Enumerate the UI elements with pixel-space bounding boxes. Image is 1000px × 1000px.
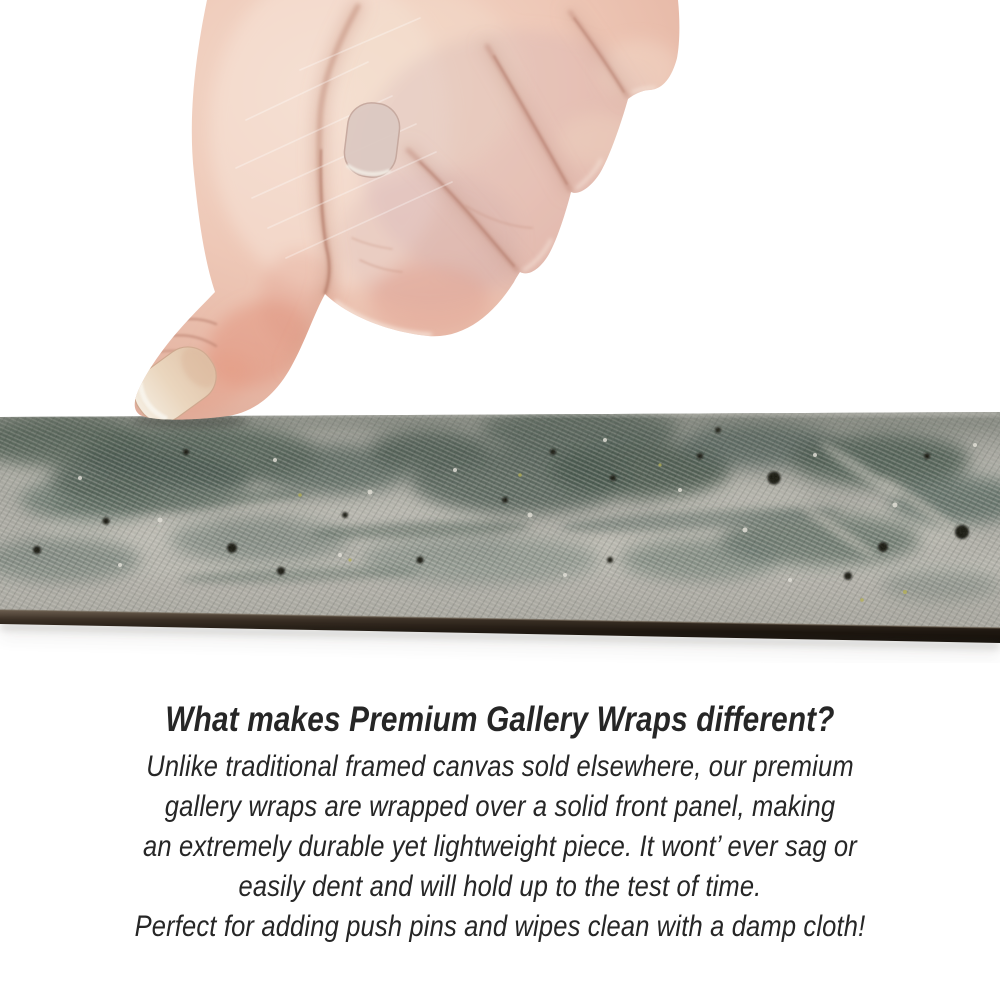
caption-line-3: an extremely durable yet lightweight piece. It wont’ ever sag or	[143, 830, 857, 863]
caption	[75, 699, 925, 947]
caption-heading: What makes Premium Gallery Wraps different?	[165, 700, 835, 739]
canvas-strip	[0, 408, 1000, 656]
caption-line-4: easily dent and will hold up to the test of time.	[238, 870, 762, 903]
hand	[124, 0, 680, 433]
caption-line-1: Unlike traditional framed canvas sold elsewhere, our premium	[146, 750, 854, 783]
caption-line-5: Perfect for adding push pins and wipes clean with a damp cloth!	[134, 910, 866, 943]
caption-line-2: gallery wraps are wrapped over a solid front panel, making	[164, 790, 836, 823]
